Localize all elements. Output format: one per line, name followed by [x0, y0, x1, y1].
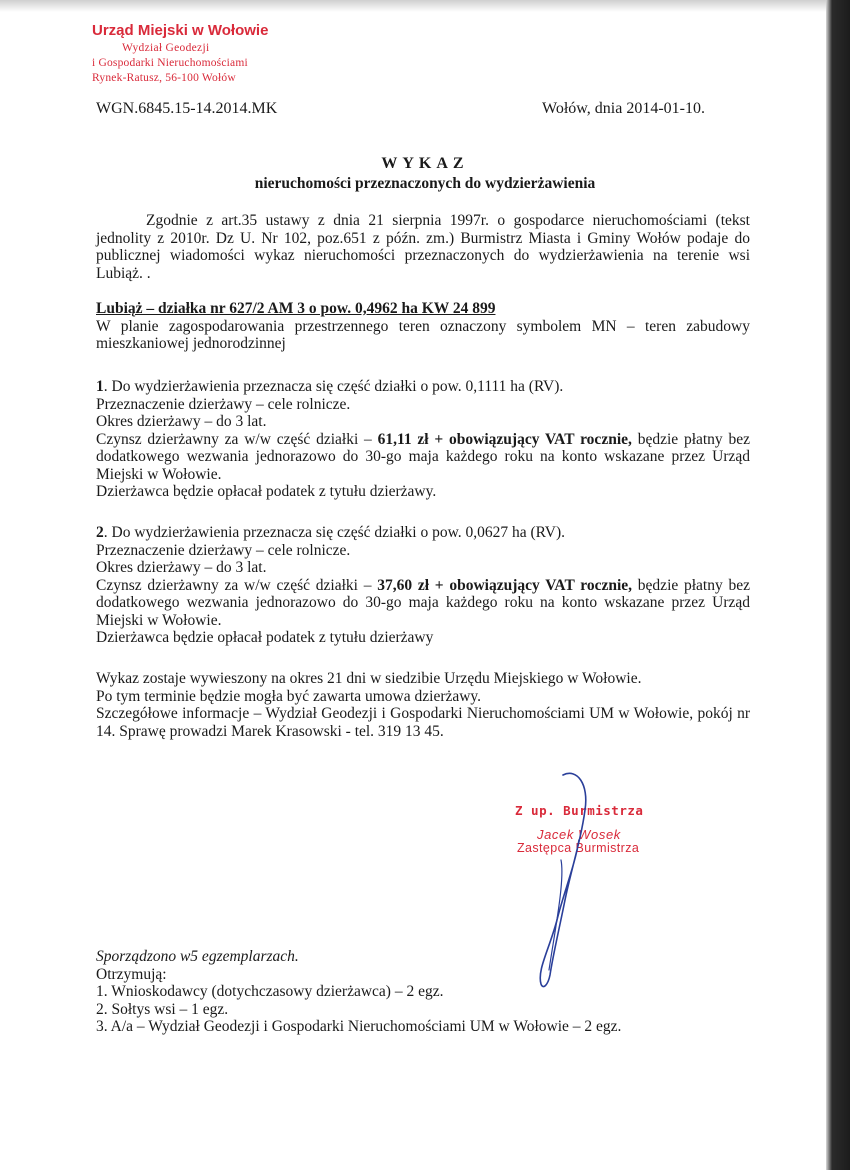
property-plan: W planie zagospodarowania przestrzennego teren oznaczony symbolem MN – teren zabudowy mieszkaniowej jednorodzinnej [96, 317, 750, 352]
rent-terms: będzie płatny bez dodatkowego wezwania jednorazowo do 30-go maja każdego roku na konto wskazane przez Urząd Miejski w Wołowie. [96, 576, 750, 629]
section-purpose: Przeznaczenie dzierżawy – cele rolnicze. [96, 541, 351, 559]
document-title: WYKAZ [381, 155, 469, 172]
scan-top-shadow [0, 0, 826, 12]
section-area: . Do wydzierżawienia przeznacza się część działki o pow. 0,1111 ha (RV). [103, 378, 564, 395]
rent-text: Czynsz dzierżawny za w/w część działki – [96, 576, 378, 594]
section-purpose: Przeznaczenie dzierżawy – cele rolnicze. [96, 395, 351, 413]
section-period: Okres dzierżawy – do 3 lat. [96, 559, 267, 576]
rent-amount: 61,11 zł + obowiązujący VAT rocznie, [377, 430, 632, 448]
section-tax: Dzierżawca będzie opłacał podatek z tytułu dzierżawy. [96, 483, 437, 500]
signature-name: Jacek Wosek [537, 827, 621, 842]
stamp-dept1: Wydział Geodezji [122, 42, 210, 54]
section-1 [96, 378, 750, 501]
rent-amount: 37,60 zł + obowiązujący VAT rocznie, [377, 576, 633, 594]
notice-line2: Po tym terminie będzie mogła być zawarta umowa dzierżawy. [96, 687, 482, 705]
reference-number: WGN.6845.15-14.2014.MK [96, 100, 278, 117]
signature-authority: Z up. Burmistrza [515, 803, 644, 818]
rent-text: Czynsz dzierżawny za w/w część działki – [96, 430, 378, 448]
section-period: Okres dzierżawy – do 3 lat. [96, 413, 267, 430]
recipient-item: 1. Wnioskodawcy (dotychczasowy dzierżawca) – 2 egz. [96, 983, 444, 1000]
section-2 [96, 524, 750, 647]
intro-paragraph: Zgodnie z art.35 ustawy z dnia 21 sierpnia 1997r. o gospodarce nieruchomościami (tekst jednolity z 2010r. Dz U. Nr 102, poz.651 z późn. zm.) Burmistrz Miasta i Gminy Wołów podaje do publicznej wiadomości wykaz nieruchomości przeznaczonych do wydzierżawienia na terenie wsi Lubiąż. . [96, 212, 750, 282]
stamp-office: Urząd Miejski w Wołowie [92, 22, 269, 39]
section-rent [96, 431, 750, 484]
property-heading: Lubiąż – działka nr 627/2 AM 3 o pow. 0,4962 ha KW 24 899 [96, 300, 496, 317]
section-area: . Do wydzierżawienia przeznacza się część działki o pow. 0,0627 ha (RV). [103, 524, 566, 541]
stamp-dept2: i Gospodarki Nieruchomościami [92, 57, 248, 69]
prepared-note: Sporządzono w5 egzemplarzach. [96, 948, 299, 965]
recipient-item: 3. A/a – Wydział Geodezji i Gospodarki Nieruchomościami UM w Wołowie – 2 egz. [96, 1018, 622, 1035]
document-date: Wołów, dnia 2014-01-10. [542, 100, 705, 117]
rent-terms: będzie płatny bez dodatkowego wezwania jednorazowo do 30-go maja każdego roku na konto wskazane przez Urząd Miejski w Wołowie. [96, 430, 750, 483]
office-stamp [92, 22, 268, 84]
notice-line3: Szczegółowe informacje – Wydział Geodezji i Gospodarki Nieruchomościami UM w Wołowie, pokój nr 14. Sprawę prowadzi Marek Krasowski - tel. 319 13 45. [96, 705, 750, 740]
footer-block [96, 948, 750, 1036]
notice-line1: Wykaz zostaje wywieszony na okres 21 dni w siedzibie Urzędu Miejskiego w Wołowie. [96, 670, 642, 687]
section-tax: Dzierżawca będzie opłacał podatek z tytułu dzierżawy [96, 629, 434, 646]
property-block [96, 300, 750, 353]
section-number: 2 [96, 524, 104, 541]
section-rent [96, 577, 750, 630]
recipients-label: Otrzymują: [96, 965, 167, 983]
recipient-item: 2. Sołtys wsi – 1 egz. [96, 1000, 229, 1018]
document-subtitle: nieruchomości przeznaczonych do wydzierżawienia [254, 175, 596, 192]
section-number: 1 [96, 378, 104, 395]
stamp-address: Rynek-Ratusz, 56-100 Wołów [92, 72, 236, 84]
signature-role: Zastępca Burmistrza [517, 841, 640, 855]
notice-block [96, 670, 750, 740]
